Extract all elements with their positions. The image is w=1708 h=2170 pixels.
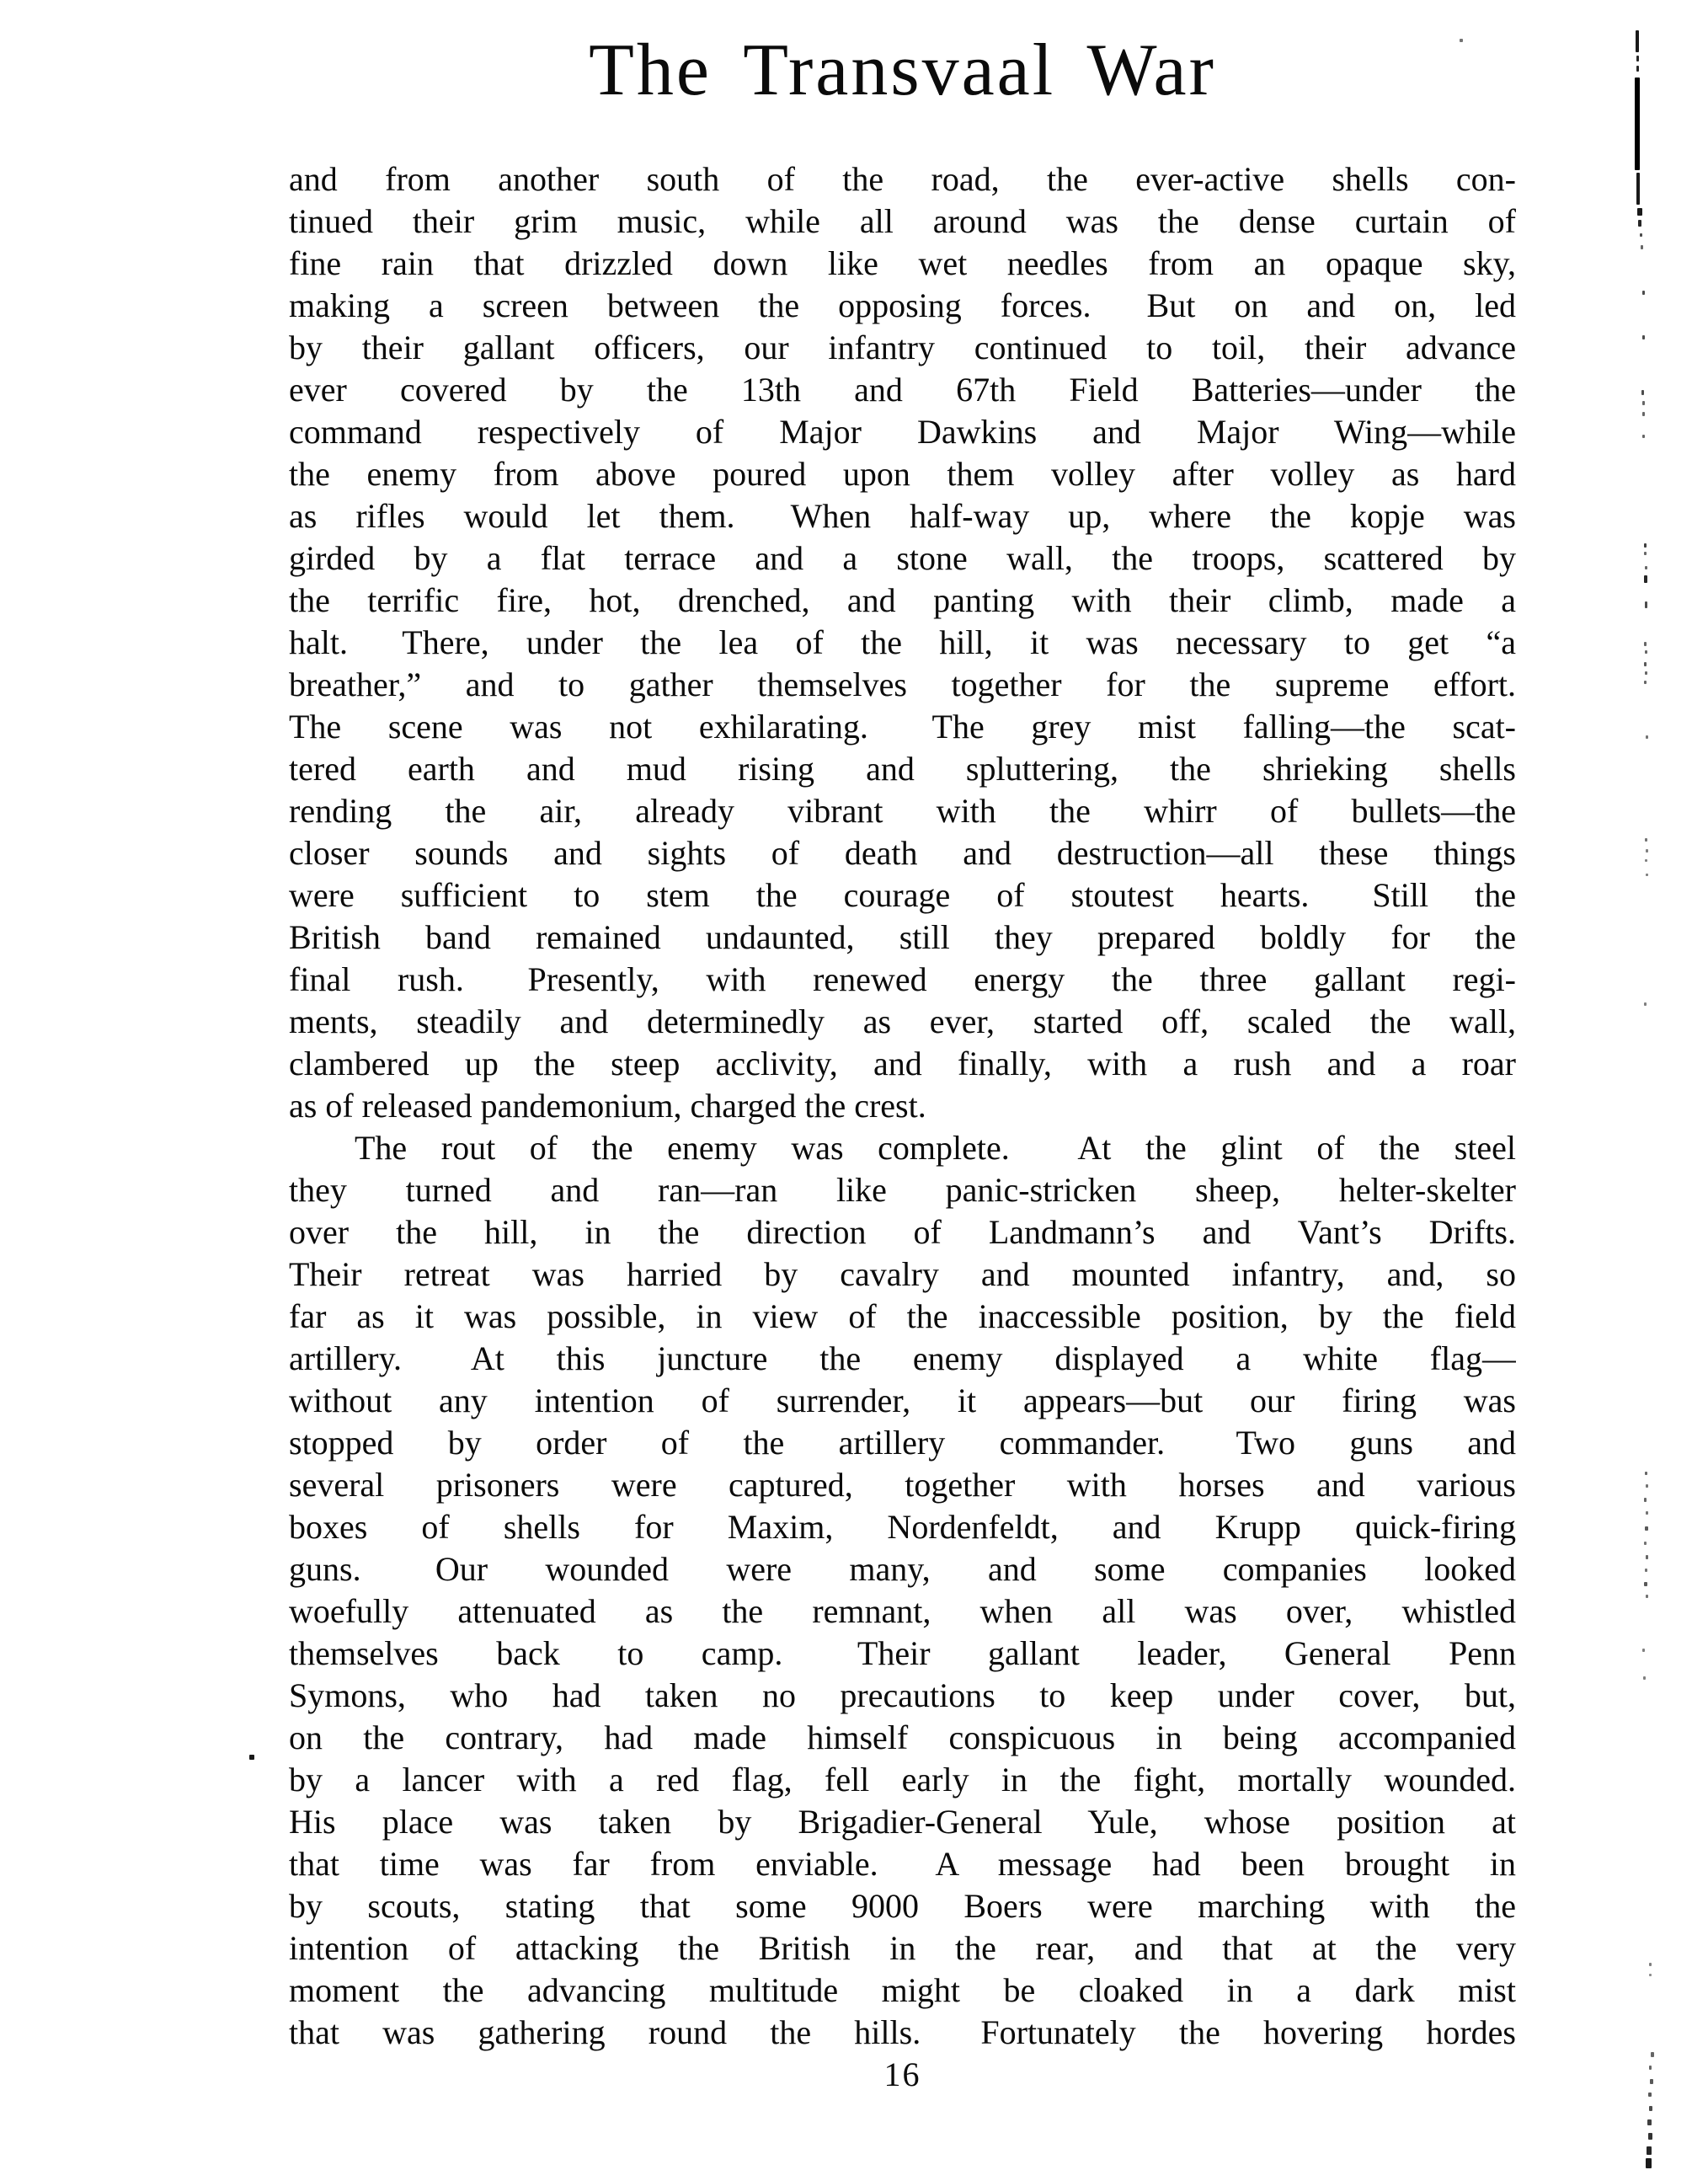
text-line: that was gathering round the hills. Fortunately the hovering hordes: [289, 2013, 1516, 2051]
text-line: artillery. At this juncture the enemy displayed a white flag—: [289, 1339, 1516, 1377]
ink-speck: [1645, 671, 1647, 675]
text-line: making a screen between the opposing forces. But on and on, led: [289, 286, 1516, 324]
text-line: over the hill, in the direction of Landmann’s and Vant’s Drifts.: [289, 1213, 1516, 1251]
ink-speck: [1647, 2146, 1652, 2155]
text-line: woefully attenuated as the remnant, when all was over, whistled: [289, 1592, 1516, 1630]
ink-speck: [1641, 245, 1643, 249]
ink-speck: [1642, 291, 1645, 295]
body-text: [289, 158, 1516, 2054]
ink-speck: [1644, 1542, 1647, 1545]
ink-speck: [1645, 601, 1647, 608]
ink-speck: [1645, 566, 1647, 569]
ink-speck: [1649, 2066, 1652, 2070]
text-line: without any intention of surrender, it appears—but our firing was: [289, 1382, 1516, 1419]
ink-speck: [1646, 2158, 1652, 2168]
text-line: that time was far from enviable. A message had been brought in: [289, 1845, 1516, 1883]
text-line: ments, steadily and determinedly as ever, started off, scaled the wall,: [289, 1002, 1516, 1040]
text-line: final rush. Presently, with renewed energy the three gallant regi-: [289, 960, 1516, 998]
ink-speck: [1646, 1484, 1648, 1488]
ink-speck: [1645, 1472, 1647, 1475]
text-line: The rout of the enemy was complete. At the glint of the steel: [355, 1129, 1516, 1167]
ink-speck: [1642, 412, 1645, 416]
ink-speck: [1646, 1511, 1648, 1515]
text-line: His place was taken by Brigadier-General Yule, whose position at: [289, 1803, 1516, 1841]
text-line: were sufficient to stem the courage of stoutest hearts. Still the: [289, 876, 1516, 914]
ink-speck: [1644, 543, 1647, 548]
ink-speck: [1644, 575, 1647, 583]
ink-speck: [1636, 66, 1639, 72]
ink-speck: [1647, 2119, 1652, 2125]
text-line: fine rain that drizzled down like wet needles from an opaque sky,: [289, 244, 1516, 282]
ink-speck: [1645, 1569, 1647, 1572]
ink-speck: [1641, 390, 1644, 395]
text-line: halt. There, under the lea of the hill, it was necessary to get “a: [289, 623, 1516, 661]
ink-speck: [1642, 435, 1645, 438]
text-line: Symons, who had taken no precautions to keep under cover, but,: [289, 1676, 1516, 1714]
ink-speck: [1649, 1974, 1652, 1976]
text-line: ever covered by the 13th and 67th Field Batteries—under the: [289, 371, 1516, 409]
text-line: command respectively of Major Dawkins and Major Wing—while: [289, 413, 1516, 451]
ink-speck: [1646, 849, 1648, 852]
text-line: tered earth and mud rising and spluttering, the shrieking shells: [289, 750, 1516, 788]
ink-speck: [1648, 2133, 1652, 2140]
text-line: as of released pandemonium, charged the crest.: [289, 1087, 926, 1125]
ink-speck: [1650, 2079, 1653, 2084]
text-line: the terrific fire, hot, drenched, and panting with their climb, made a: [289, 581, 1516, 619]
ink-speck: [1637, 208, 1642, 216]
text-line: boxes of shells for Maxim, Nordenfeldt, and Krupp quick-firing: [289, 1508, 1516, 1546]
text-line: by their gallant officers, our infantry continued to toil, their advance: [289, 329, 1516, 366]
ink-speck: [1642, 401, 1645, 405]
ink-speck: [1642, 1649, 1645, 1652]
text-line: stopped by order of the artillery commander. Two guns and: [289, 1424, 1516, 1462]
ink-speck: [1640, 233, 1642, 237]
ink-speck: [1646, 874, 1648, 876]
ink-speck: [1644, 662, 1647, 666]
text-line: Their retreat was harried by cavalry and mounted infantry, and, so: [289, 1255, 1516, 1293]
ink-speck: [1636, 56, 1639, 61]
ink-speck: [1644, 1498, 1647, 1502]
text-line: girded by a flat terrace and a stone wall, the troops, scattered by: [289, 539, 1516, 577]
text-line: and from another south of the road, the ever-active shells con-: [289, 160, 1516, 198]
ink-speck: [1646, 735, 1648, 739]
text-line: by a lancer with a red flag, fell early in the fight, mortally wounded.: [289, 1761, 1516, 1799]
ink-speck: [1645, 838, 1647, 842]
ink-speck: [1649, 2106, 1652, 2111]
ink-speck: [1642, 335, 1645, 339]
text-line: on the contrary, had made himself conspicuous in being accompanied: [289, 1718, 1516, 1756]
ink-speck: [1646, 1595, 1648, 1598]
ink-speck: [1645, 650, 1647, 654]
text-line: they turned and ran—ran like panic-stricken sheep, helter-skelter: [289, 1171, 1516, 1209]
ink-speck: [1644, 552, 1647, 555]
text-line: tinued their grim music, while all around was the dense curtain of: [289, 202, 1516, 240]
text-line: moment the advancing multitude might be cloaked in a dark mist: [289, 1971, 1516, 2009]
text-line: breather,” and to gather themselves together for the supreme effort.: [289, 665, 1516, 703]
text-line: far as it was possible, in view of the inaccessible position, by the field: [289, 1297, 1516, 1335]
ink-speck: [1635, 78, 1640, 170]
ink-speck: [249, 1755, 254, 1760]
ink-speck: [1646, 1555, 1648, 1559]
text-line: the enemy from above poured upon them volley after volley as hard: [289, 455, 1516, 493]
ink-speck: [1651, 2052, 1654, 2057]
ink-speck: [1644, 1002, 1647, 1006]
ink-speck: [1645, 1526, 1648, 1531]
ink-speck: [1644, 1582, 1647, 1586]
page-title: The Transvaal War: [589, 29, 1216, 111]
ink-speck: [1643, 1676, 1646, 1680]
text-line: several prisoners were captured, together with horses and various: [289, 1466, 1516, 1504]
ink-speck: [1645, 859, 1647, 862]
ink-speck: [1649, 1963, 1652, 1966]
text-line: clambered up the steep acclivity, and finally, with a rush and a roar: [289, 1045, 1516, 1082]
text-line: guns. Our wounded were many, and some companies looked: [289, 1550, 1516, 1588]
text-line: rending the air, already vibrant with the whirr of bullets—the: [289, 792, 1516, 830]
text-line: as rifles would let them. When half-way up, where the kopje was: [289, 497, 1516, 535]
ink-speck: [1648, 2092, 1652, 2097]
text-line: intention of attacking the British in the rear, and that at the very: [289, 1929, 1516, 1967]
ink-speck: [1638, 220, 1641, 227]
ink-speck: [1644, 642, 1647, 646]
text-line: The scene was not exhilarating. The grey mist falling—the scat-: [289, 708, 1516, 746]
ink-speck: [1644, 681, 1647, 684]
text-line: by scouts, stating that some 9000 Boers were marching with the: [289, 1887, 1516, 1925]
text-line: British band remained undaunted, still they prepared boldly for the: [289, 918, 1516, 956]
ink-speck: [1636, 173, 1640, 205]
text-line: closer sounds and sights of death and destruction—all these things: [289, 834, 1516, 872]
page-number: 16: [883, 2055, 921, 2093]
ink-speck: [1636, 30, 1639, 52]
text-line: themselves back to camp. Their gallant leader, General Penn: [289, 1634, 1516, 1672]
